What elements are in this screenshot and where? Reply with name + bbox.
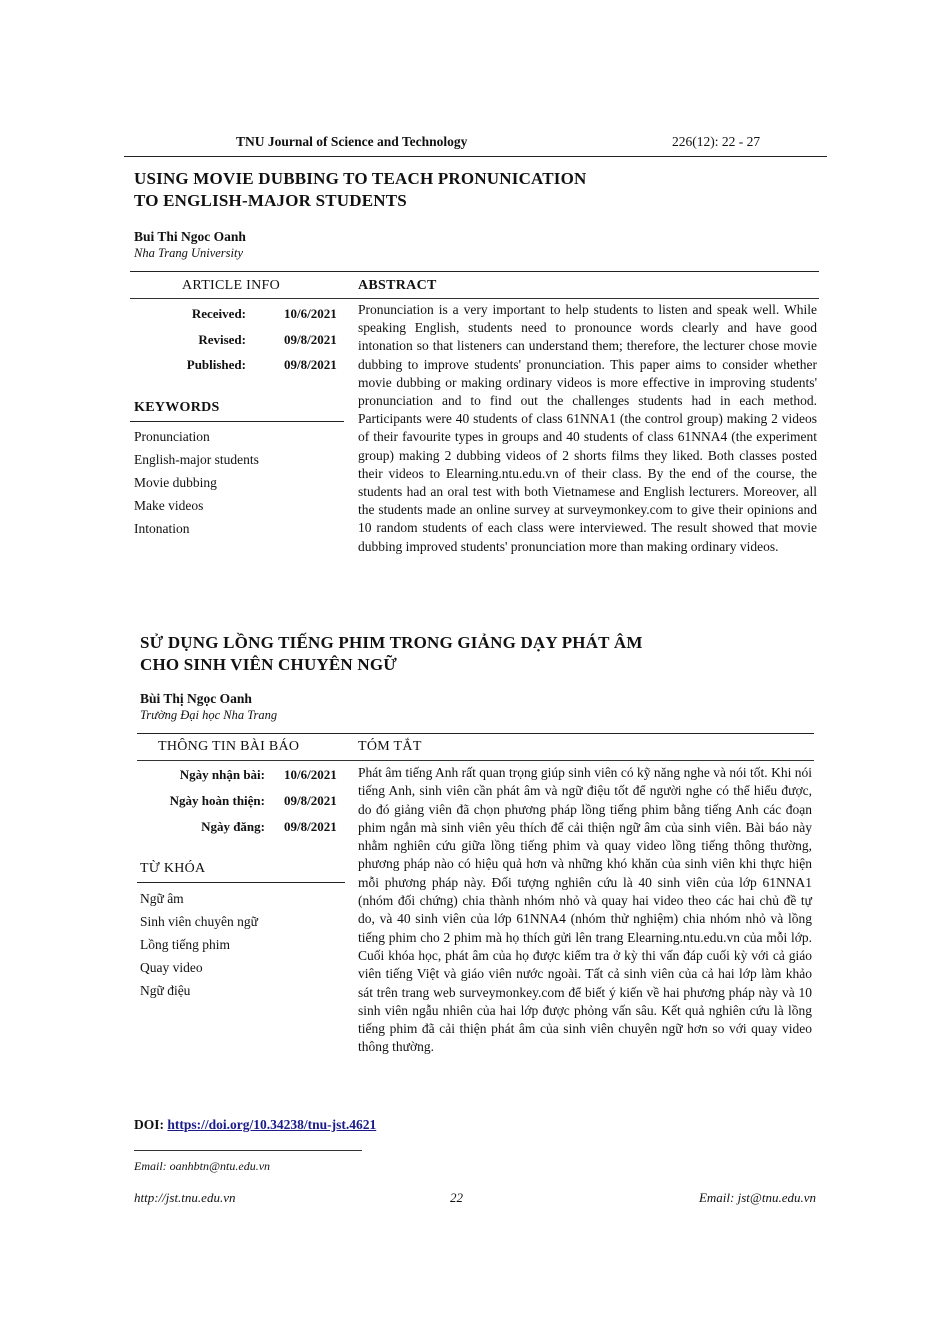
- vi-keyword-list: [140, 887, 258, 1002]
- vi-keyword: Sinh viên chuyên ngữ: [140, 914, 258, 929]
- vi-keyword: Quay video: [140, 960, 203, 975]
- footer-page-number: 22: [450, 1190, 463, 1205]
- en-received-label: Received:: [191, 306, 246, 321]
- en-title: [134, 168, 587, 212]
- en-keyword-list: [134, 425, 259, 540]
- footer-email: Email: jst@tnu.edu.vn: [698, 1190, 816, 1205]
- vi-keyword: Ngữ âm: [140, 891, 184, 906]
- en-keyword: Pronunciation: [134, 429, 210, 444]
- vi-title-line1: SỬ DỤNG LỒNG TIẾNG PHIM TRONG GIẢNG DẠY PHÁT ÂM: [140, 633, 643, 652]
- vi-published-label: Ngày đăng:: [201, 819, 265, 834]
- vi-keyword: Lồng tiếng phim: [140, 937, 230, 952]
- en-keyword: Intonation: [134, 521, 190, 536]
- vi-author: Bùi Thị Ngọc Oanh: [140, 691, 252, 706]
- vi-abstract-text: Phát âm tiếng Anh rất quan trọng giúp sinh viên có kỹ năng nghe và nói tốt. Khi nói tiếng Anh, sinh viên cần phát âm và ngữ điệu tốt để người nghe có thể hiểu được, do đó giảng viên đã chọn phương pháp lồng tiếng phim bằng tiếng Anh các đoạn phim ngắn mà sinh viên yêu thích để cải thiện ngữ âm của sinh viên. Bài báo này nhằm nghiên cứu giữa lồng tiếng phim và quay video lồng tiếng thông thường, phương pháp nào có hiệu quả hơn và những khó khăn của sinh viên khi thực hiện mỗi phương pháp này. Đối tượng nghiên cứu là 40 sinh viên của lớp 61NNA1 (nhóm đối chứng) chia thành nhóm nhỏ và quay hai video theo các hai chủ đề tự do, và 40 sinh viên của lớp 61NNA4 (nhóm thử nghiệm) chia nhóm nhỏ và lồng tiếng phim cho 2 phim mà họ thích gửi lên trang Elearning.ntu.edu.vn của mỗi lớp. Cuối khóa học, phát âm của họ được kiểm tra ở kỳ thi vấn đáp cuối kỳ với cả giáo viên tiếng Việt và giáo viên nước ngoài. Tất cả sinh viên của cả hai lớp làm khảo sát trên trang web surveymonkey.com để biết ý kiến về hai phương pháp này và 10 sinh viên ngẫu nhiên của hai lớp được phỏng vấn sâu. Kết quả nghiên cứu là lồng tiếng phim đã cải thiện phát âm của sinh viên chuyên ngữ hơn so với quay video thông thường.: [358, 765, 812, 1055]
- en-revised-value: 09/8/2021: [284, 332, 337, 347]
- vi-header-rule: [137, 760, 814, 761]
- doi-link[interactable]: https://doi.org/10.34238/tnu-jst.4621: [167, 1117, 377, 1132]
- en-keyword: English-major students: [134, 452, 259, 467]
- vi-revised-label: Ngày hoàn thiện:: [169, 793, 265, 808]
- en-dates: [130, 306, 346, 386]
- vi-dates: [137, 767, 347, 847]
- en-affiliation: Nha Trang University: [134, 246, 244, 260]
- en-published-label: Published:: [186, 357, 246, 372]
- en-title-line2: TO ENGLISH-MAJOR STUDENTS: [134, 191, 407, 210]
- doi-label: DOI:: [134, 1117, 164, 1132]
- footer-website: http://jst.tnu.edu.vn: [134, 1190, 236, 1205]
- en-abstract-heading: ABSTRACT: [358, 278, 437, 293]
- doi-line: [134, 1117, 376, 1133]
- journal-title: TNU Journal of Science and Technology: [236, 134, 468, 149]
- vi-keywords-heading: TỪ KHÓA: [140, 861, 206, 876]
- vi-keyword: Ngữ điệu: [140, 983, 191, 998]
- journal-volume: 226(12): 22 - 27: [672, 134, 761, 149]
- en-top-rule: [130, 271, 819, 272]
- journal-header: [124, 134, 827, 157]
- vi-published-value: 09/8/2021: [284, 819, 337, 834]
- vi-received-label: Ngày nhận bài:: [179, 767, 265, 782]
- vi-affiliation: Trường Đại học Nha Trang: [140, 708, 278, 722]
- en-keywords-rule: [130, 421, 344, 422]
- en-title-line1: USING MOVIE DUBBING TO TEACH PRONUNICATION: [134, 169, 587, 188]
- vi-abstract-heading: TÓM TẮT: [358, 739, 422, 754]
- vi-title-line2: CHO SINH VIÊN CHUYÊN NGỮ: [140, 655, 397, 674]
- vi-top-rule: [137, 733, 814, 734]
- vi-keywords-rule: [137, 882, 345, 883]
- footnote-rule: [134, 1150, 362, 1151]
- en-header-rule: [130, 298, 819, 299]
- en-article-info-heading: ARTICLE INFO: [182, 278, 281, 293]
- vi-title: [140, 632, 643, 676]
- en-published-value: 09/8/2021: [284, 357, 337, 372]
- en-abstract-text: Pronunciation is a very important to help students to listen and speak well. While speaking English, students need to pronounce words clearly and have good intonation so that listeners can understand them; therefore, the lecturer chose movie dubbing to improve students' pronunciation. This paper aims to consider whether movie dubbing or making ordinary videos is more effective in improving students' pronunciation and to find out the challenges students had in each method. Participants were 40 students of class 61NNA1 (the control group) making 2 videos of their favourite types in groups and 40 students of class 61NNA4 (the experiment group) making 2 dubbing videos of 2 shorts films they liked. Both classes posted their videos to Elearning.ntu.edu.vn of their class. By the end of the course, the students had an oral test with both Vietnamese and English lecturers. Moreover, all the students made an online survey at surveymonkey.com to give their opinions and 10 random students of each class were interviewed. The result showed that movie dubbing improved students' pronunciation more than making ordinary videos.: [358, 302, 817, 554]
- vi-received-value: 10/6/2021: [284, 767, 337, 782]
- en-revised-label: Revised:: [198, 332, 246, 347]
- en-author: Bui Thi Ngoc Oanh: [134, 229, 246, 244]
- author-email: Email: oanhbtn@ntu.edu.vn: [134, 1159, 271, 1173]
- en-keyword: Make videos: [134, 498, 204, 513]
- vi-article-info-heading: THÔNG TIN BÀI BÁO: [158, 739, 300, 754]
- en-keyword: Movie dubbing: [134, 475, 217, 490]
- en-keywords-heading: KEYWORDS: [134, 400, 220, 415]
- vi-revised-value: 09/8/2021: [284, 793, 337, 808]
- en-received-value: 10/6/2021: [284, 306, 337, 321]
